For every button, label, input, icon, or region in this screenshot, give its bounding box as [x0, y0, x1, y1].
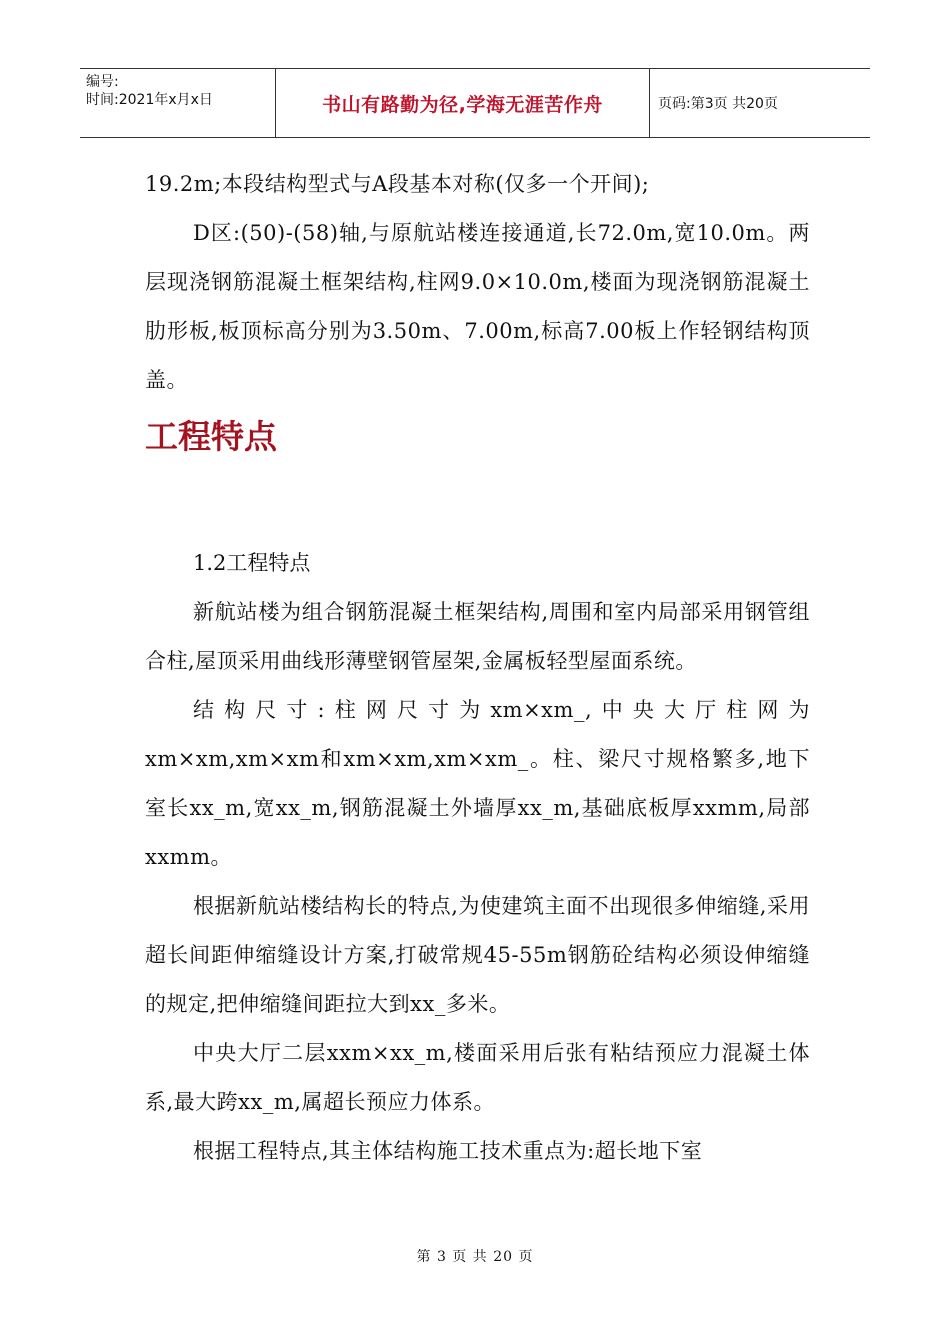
paragraph-key-techniques: 根据工程特点,其主体结构施工技术重点为:超长地下室 [193, 1139, 703, 1163]
document-number-label: 编号: [86, 74, 119, 90]
header-page-info: 页码:第3页 共20页 [658, 96, 778, 112]
paragraph-structure-overview: 新航站楼为组合钢筋混凝土框架结构,周围和室内局部采用钢管组合柱,屋顶采用曲线形薄壁钢管屋架,金属板轻型屋面系统。 [145, 600, 810, 673]
subsection-heading: 1.2工程特点 [193, 551, 311, 575]
paragraph-structure-dimensions: 结构尺寸:柱网尺寸为xm×xm_,中央大厅柱网为xm×xm,xm×xm和xm×xm,xm×xm_。柱、梁尺寸规格繁多,地下室长xx_m,宽xx_m,钢筋混凝土外墙厚xx_m,基础底板厚xxmm,局部xxmm。 [145, 698, 810, 869]
document-date: 时间:2021年x月x日 [86, 92, 213, 108]
page-header [80, 68, 870, 138]
section-heading: 工程特点 [145, 417, 277, 456]
page-footer: 第 3 页 共 20 页 [416, 1249, 534, 1265]
paragraph-section-d: D区:(50)-(58)轴,与原航站楼连接通道,长72.0m,宽10.0m。两层现浇钢筋混凝土框架结构,柱网9.0×10.0m,楼面为现浇钢筋混凝土肋形板,板顶标高分别为3.50m、7.00m,标高7.00板上作轻钢结构顶盖。 [145, 221, 810, 392]
paragraph-section-c-end: 19.2m;本段结构型式与A段基本对称(仅多一个开间); [145, 172, 650, 196]
header-meta [80, 69, 276, 137]
paragraph-expansion-joints: 根据新航站楼结构长的特点,为使建筑主面不出现很多伸缩缝,采用超长间距伸缩缝设计方案,打破常规45-55m钢筋砼结构必须设伸缩缝的规定,把伸缩缝间距拉大到xx_多米。 [145, 894, 810, 1016]
document-body [145, 160, 810, 1176]
header-motto: 书山有路勤为径,学海无涯苦作舟 [276, 69, 650, 137]
paragraph-central-hall: 中央大厅二层xxm×xx_m,楼面采用后张有粘结预应力混凝土体系,最大跨xx_m,属超长预应力体系。 [145, 1041, 810, 1114]
